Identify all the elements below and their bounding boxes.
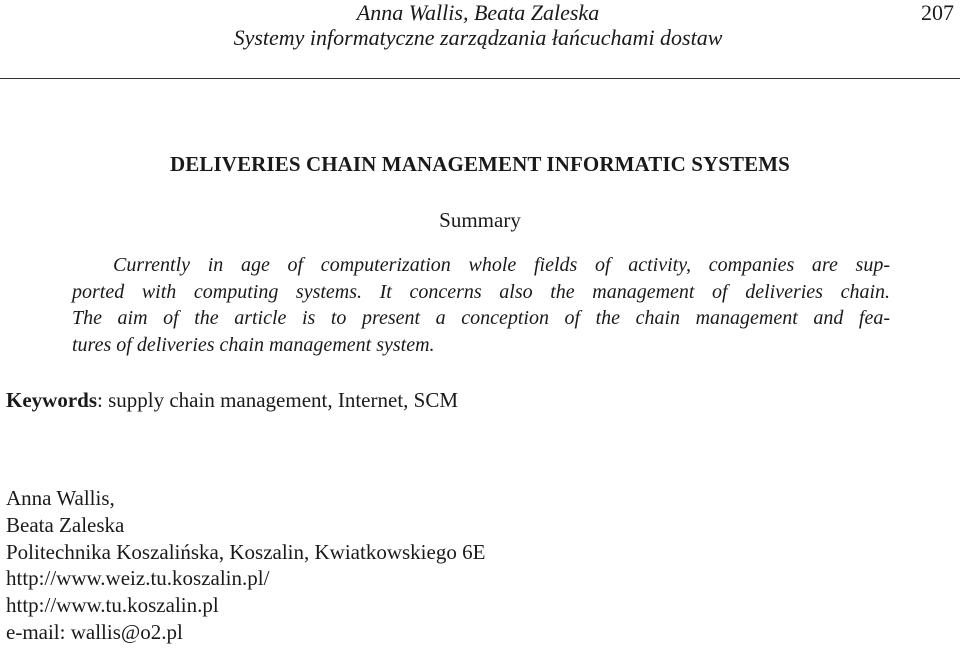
running-header-authors: Anna Wallis, Beata Zaleska	[356, 0, 600, 25]
affiliation-institution: Politechnika Koszalińska, Koszalin, Kwiatkowskiego 6E	[6, 539, 486, 564]
author-affiliation	[6, 485, 485, 646]
keywords-text: : supply chain management, Internet, SCM	[97, 388, 459, 412]
abstract-line: ported with computing systems. It concerns also the management of deliveries chain.	[72, 280, 890, 303]
header-divider	[0, 78, 960, 79]
keywords-label: Keywords	[6, 388, 97, 412]
affiliation-author-2: Beata Zaleska	[6, 512, 125, 537]
affiliation-url-university: http://www.tu.koszalin.pl	[6, 593, 219, 618]
article-title: DELIVERIES CHAIN MANAGEMENT INFORMATIC SYSTEMS	[170, 152, 790, 176]
abstract-line: tures of deliveries chain management system.	[72, 333, 435, 356]
abstract-line: The aim of the article is to present a conception of the chain management and fea-	[72, 307, 890, 329]
affiliation-author-1: Anna Wallis,	[6, 486, 115, 510]
abstract	[72, 252, 890, 358]
affiliation-email: e-mail: wallis@o2.pl	[6, 619, 183, 644]
summary-heading: Summary	[439, 208, 521, 232]
abstract-line: Currently in age of computerization whole fields of activity, companies are sup-	[113, 254, 890, 276]
running-header-journal-title: Systemy informatyczne zarządzania łańcuchami dostaw	[233, 25, 723, 50]
running-header	[0, 0, 960, 80]
keywords	[6, 386, 458, 414]
page-number: 207	[921, 0, 954, 25]
affiliation-url-department: http://www.weiz.tu.koszalin.pl/	[6, 566, 270, 591]
